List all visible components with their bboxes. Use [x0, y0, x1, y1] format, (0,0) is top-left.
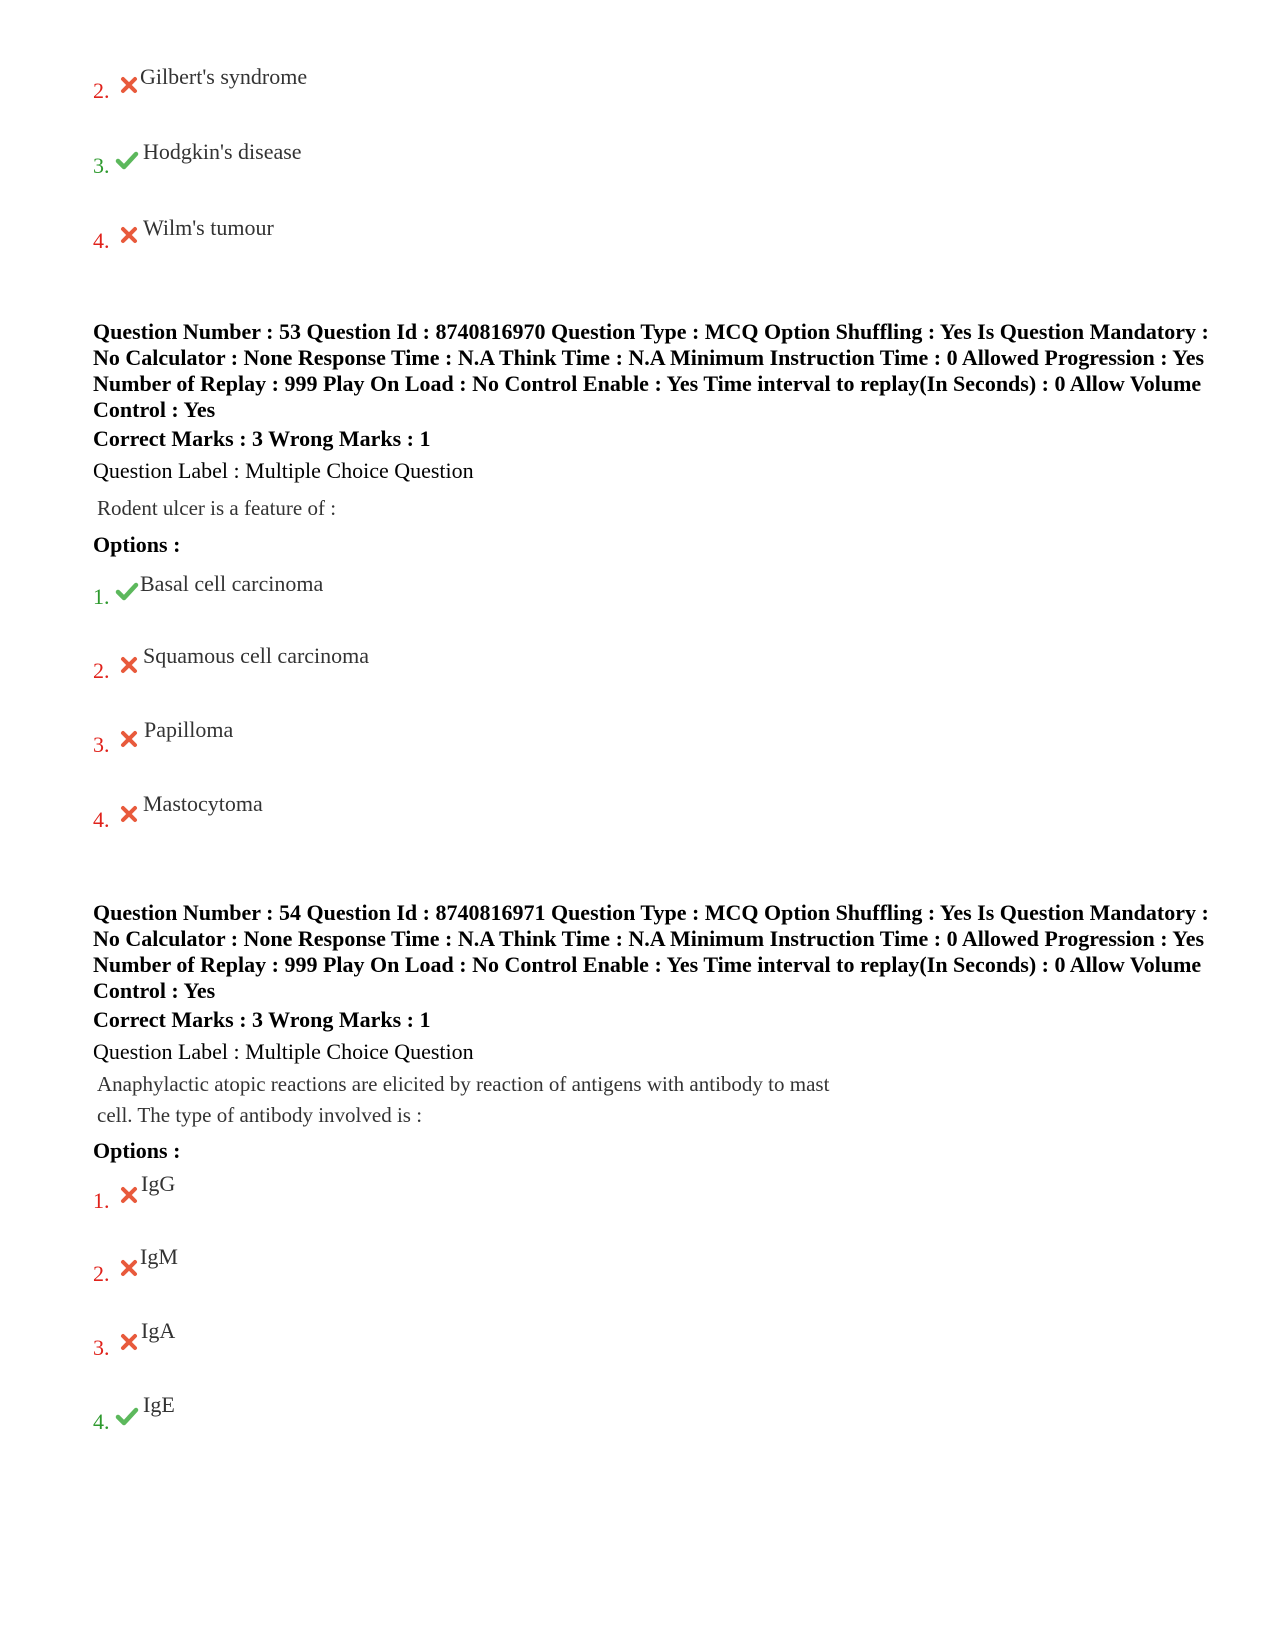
option-text: Gilbert's syndrome: [140, 64, 308, 89]
cross-icon: [119, 75, 139, 95]
option-item: [93, 643, 693, 690]
check-icon: [115, 581, 139, 601]
option-item: [93, 1392, 693, 1441]
option-item: [93, 139, 693, 185]
option-text: IgA: [141, 1318, 176, 1343]
option-number: 3.: [93, 153, 110, 178]
cross-icon: [119, 1258, 139, 1278]
option-item: [93, 1318, 693, 1367]
option-text: Hodgkin's disease: [143, 139, 302, 164]
cross-icon: [119, 729, 139, 749]
options-label: Options :: [93, 532, 181, 557]
option-item: [93, 1171, 693, 1220]
options-label: Options :: [93, 1138, 181, 1163]
option-number: 1.: [93, 584, 110, 609]
check-icon: [115, 150, 139, 170]
question-label: Question Label : Multiple Choice Question: [93, 458, 474, 483]
option-number: 2.: [93, 1261, 110, 1286]
option-item: [93, 571, 693, 616]
option-text: IgE: [143, 1392, 175, 1417]
cross-icon: [119, 225, 139, 245]
option-number: 1.: [93, 1188, 110, 1213]
option-number: 4.: [93, 807, 110, 832]
option-item: [93, 64, 693, 110]
cross-icon: [119, 1332, 139, 1352]
option-item: [93, 1244, 693, 1293]
cross-icon: [119, 655, 139, 675]
question-text-line: Anaphylactic atopic reactions are elicited by reaction of antigens with antibody to mast: [97, 1072, 830, 1096]
option-text: Squamous cell carcinoma: [143, 643, 370, 668]
option-text: Papilloma: [144, 717, 234, 742]
option-item: [93, 215, 693, 260]
option-number: 4.: [93, 1409, 110, 1434]
option-number: 2.: [93, 78, 110, 103]
question-text: [97, 1069, 977, 1131]
option-text: IgM: [140, 1244, 178, 1269]
option-text: Mastocytoma: [143, 791, 263, 816]
option-number: 4.: [93, 228, 110, 253]
question-marks: Correct Marks : 3 Wrong Marks : 1: [93, 426, 431, 451]
check-icon: [115, 1406, 139, 1426]
option-number: 2.: [93, 658, 110, 683]
option-number: 3.: [93, 732, 110, 757]
cross-icon: [119, 1185, 139, 1205]
question-meta: Question Number : 54 Question Id : 8740816971 Question Type : MCQ Option Shuffling : Yes Is Question Mandatory : No Calculator : None Response Time : N.A Think Time : N.A Minimum Instruction Time : 0 Allowed Progression : Yes Number of Replay : 999 Play On Load : No Control Enable : Yes Time interval to replay(In Seconds) : 0 Allow Volume Control : Yes: [93, 900, 1209, 1003]
cross-icon: [119, 804, 139, 824]
option-item: [93, 717, 693, 764]
question-text: Rodent ulcer is a feature of :: [97, 496, 337, 520]
option-text: IgG: [141, 1171, 176, 1196]
option-number: 3.: [93, 1335, 110, 1360]
question-meta: Question Number : 53 Question Id : 8740816970 Question Type : MCQ Option Shuffling : Yes Is Question Mandatory : No Calculator : None Response Time : N.A Think Time : N.A Minimum Instruction Time : 0 Allowed Progression : Yes Number of Replay : 999 Play On Load : No Control Enable : Yes Time interval to replay(In Seconds) : 0 Allow Volume Control : Yes: [93, 319, 1209, 422]
question-text-line: cell. The type of antibody involved is :: [97, 1103, 423, 1127]
question-label: Question Label : Multiple Choice Question: [93, 1039, 474, 1064]
option-text: Basal cell carcinoma: [140, 571, 324, 596]
option-item: [93, 791, 693, 839]
question-marks: Correct Marks : 3 Wrong Marks : 1: [93, 1007, 431, 1032]
option-text: Wilm's tumour: [143, 215, 274, 240]
